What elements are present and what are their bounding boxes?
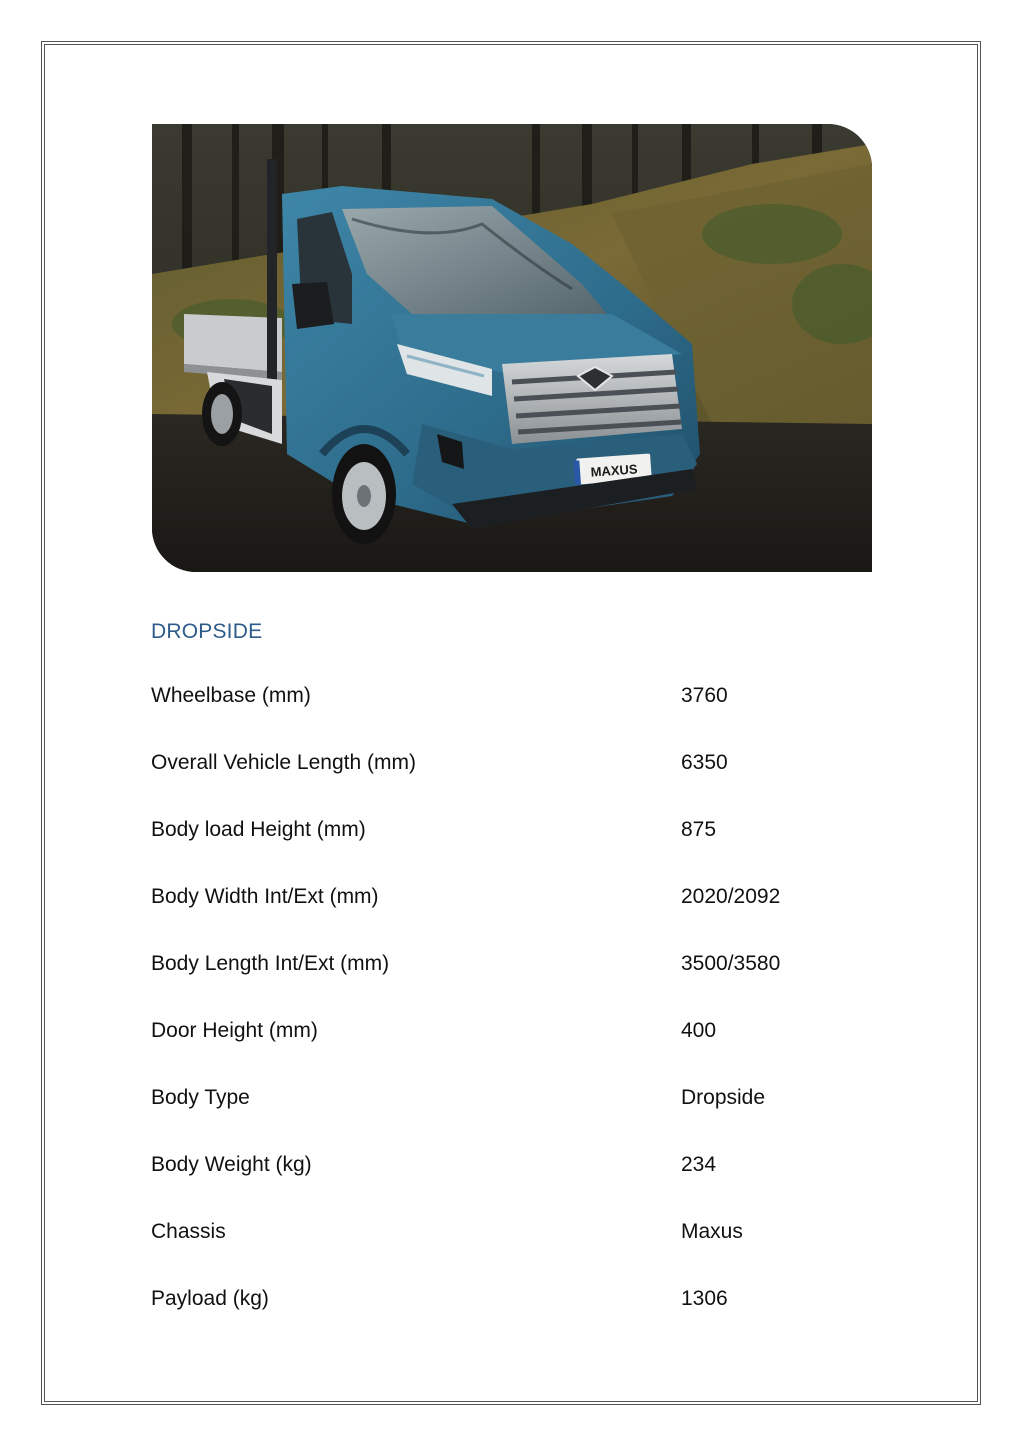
spec-label: Body Type (151, 1086, 250, 1109)
spec-row-body-length (151, 949, 851, 1016)
spec-list (151, 681, 851, 1351)
spec-value: 6350 (681, 751, 728, 774)
spec-row-wheelbase (151, 681, 851, 748)
spec-value: 234 (681, 1153, 717, 1176)
spec-row-body-width (151, 882, 851, 949)
plate-text: MAXUS (590, 461, 639, 480)
spec-row-chassis (151, 1217, 851, 1284)
spec-value: Dropside (681, 1086, 766, 1109)
spec-label: Chassis (151, 1220, 226, 1243)
spec-label: Body Weight (kg) (151, 1153, 312, 1176)
spec-value: 3500/3580 (681, 952, 781, 975)
spec-value: 1306 (681, 1287, 728, 1310)
spec-row-payload (151, 1284, 851, 1351)
spec-value: 875 (681, 818, 717, 841)
vehicle-photo (152, 124, 872, 572)
spec-label: Body Width Int/Ext (mm) (151, 885, 379, 908)
spec-row-body-weight (151, 1150, 851, 1217)
spec-label: Body Length Int/Ext (mm) (151, 952, 390, 975)
spec-row-door-height (151, 1016, 851, 1083)
dropside-van-illustration (152, 124, 872, 572)
spec-value: 400 (681, 1019, 717, 1042)
spec-label: Body load Height (mm) (151, 818, 366, 841)
spec-value: Maxus (681, 1220, 743, 1243)
section-title: DROPSIDE (151, 620, 263, 643)
spec-label: Payload (kg) (151, 1287, 269, 1310)
spec-value: 2020/2092 (681, 885, 781, 908)
spec-value: 3760 (681, 684, 728, 707)
spec-row-body-type (151, 1083, 851, 1150)
spec-row-overall-length (151, 748, 851, 815)
spec-row-load-height (151, 815, 851, 882)
spec-label: Wheelbase (mm) (151, 684, 311, 707)
spec-label: Door Height (mm) (151, 1019, 318, 1042)
spec-label: Overall Vehicle Length (mm) (151, 751, 416, 774)
